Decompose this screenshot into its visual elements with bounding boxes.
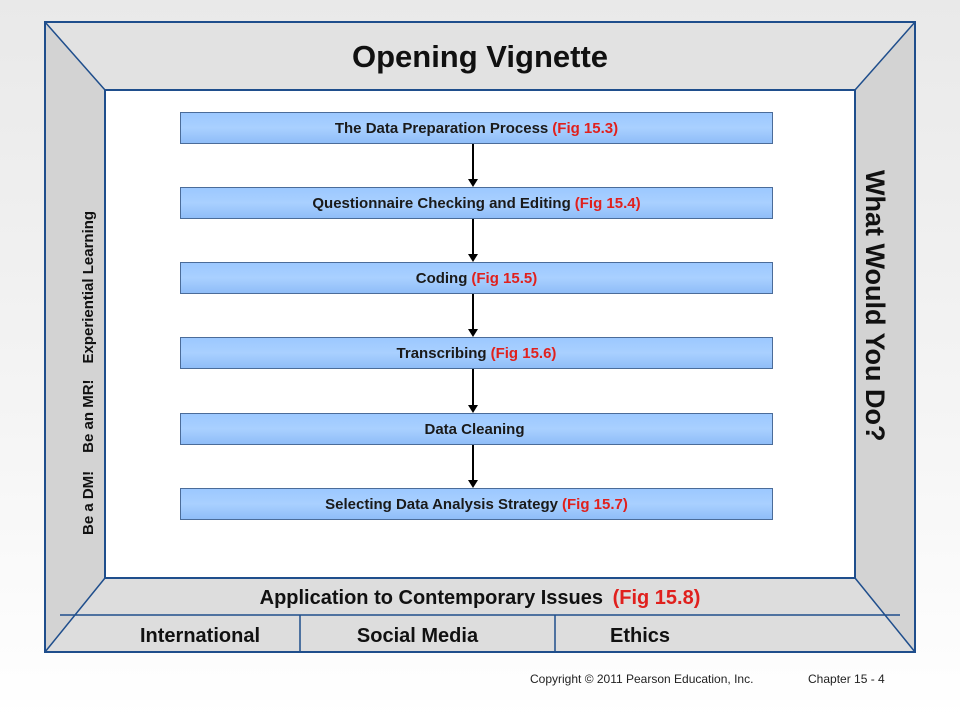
flow-step-analysis-strategy [180,488,773,520]
flow-step-fig-ref: (Fig 15.7) [562,495,628,513]
flow-step-label: Questionnaire Checking and Editing [312,194,571,212]
flow-arrow-3 [472,294,474,329]
flow-step-label: Coding [415,269,468,287]
flow-step-transcribing [180,337,773,369]
left-item-be-an-mr: Be an MR! [79,379,97,453]
flow-step-fig-ref: (Fig 15.6) [490,344,557,362]
flow-step-fig-ref: (Fig 15.5) [471,269,538,287]
flow-arrowhead-4 [468,405,478,413]
tab-social-media: Social Media [356,625,479,647]
flow-step-data-preparation [180,112,773,144]
flow-arrowhead-1 [468,179,478,187]
flow-step-label: The Data Preparation Process [334,119,549,137]
left-item-experiential-learning: Experiential Learning [79,210,97,364]
flow-step-data-cleaning [180,413,773,445]
flow-step-questionnaire-checking [180,187,773,219]
tab-international: International [139,625,260,647]
copyright-text: Copyright © 2011 Pearson Education, Inc. [530,672,754,686]
chapter-page-number: Chapter 15 - 4 [808,672,885,686]
flow-arrow-2 [472,219,474,254]
flow-arrow-4 [472,369,474,405]
bottom-panel-heading [110,584,850,612]
flow-step-label: Selecting Data Analysis Strategy [325,495,558,513]
tab-ethics: Ethics [609,625,671,647]
bottom-heading-text: Application to Contemporary Issues [259,587,604,609]
flow-arrowhead-3 [468,329,478,337]
left-panel-labels [75,115,101,535]
flow-step-fig-ref: (Fig 15.4) [574,194,641,212]
flow-arrowhead-5 [468,480,478,488]
flow-arrow-1 [472,144,474,179]
bottom-heading-fig-ref: (Fig 15.8) [612,587,701,609]
flow-step-label: Data Cleaning [424,420,525,438]
right-panel-label: What Would You Do? [860,170,890,442]
flow-step-label: Transcribing [396,344,487,362]
flow-arrow-5 [472,445,474,480]
slide-title: Opening Vignette [351,39,609,74]
flow-arrowhead-2 [468,254,478,262]
left-item-be-a-dm: Be a DM! [79,470,97,535]
flow-step-coding [180,262,773,294]
flow-step-fig-ref: (Fig 15.3) [552,119,619,137]
